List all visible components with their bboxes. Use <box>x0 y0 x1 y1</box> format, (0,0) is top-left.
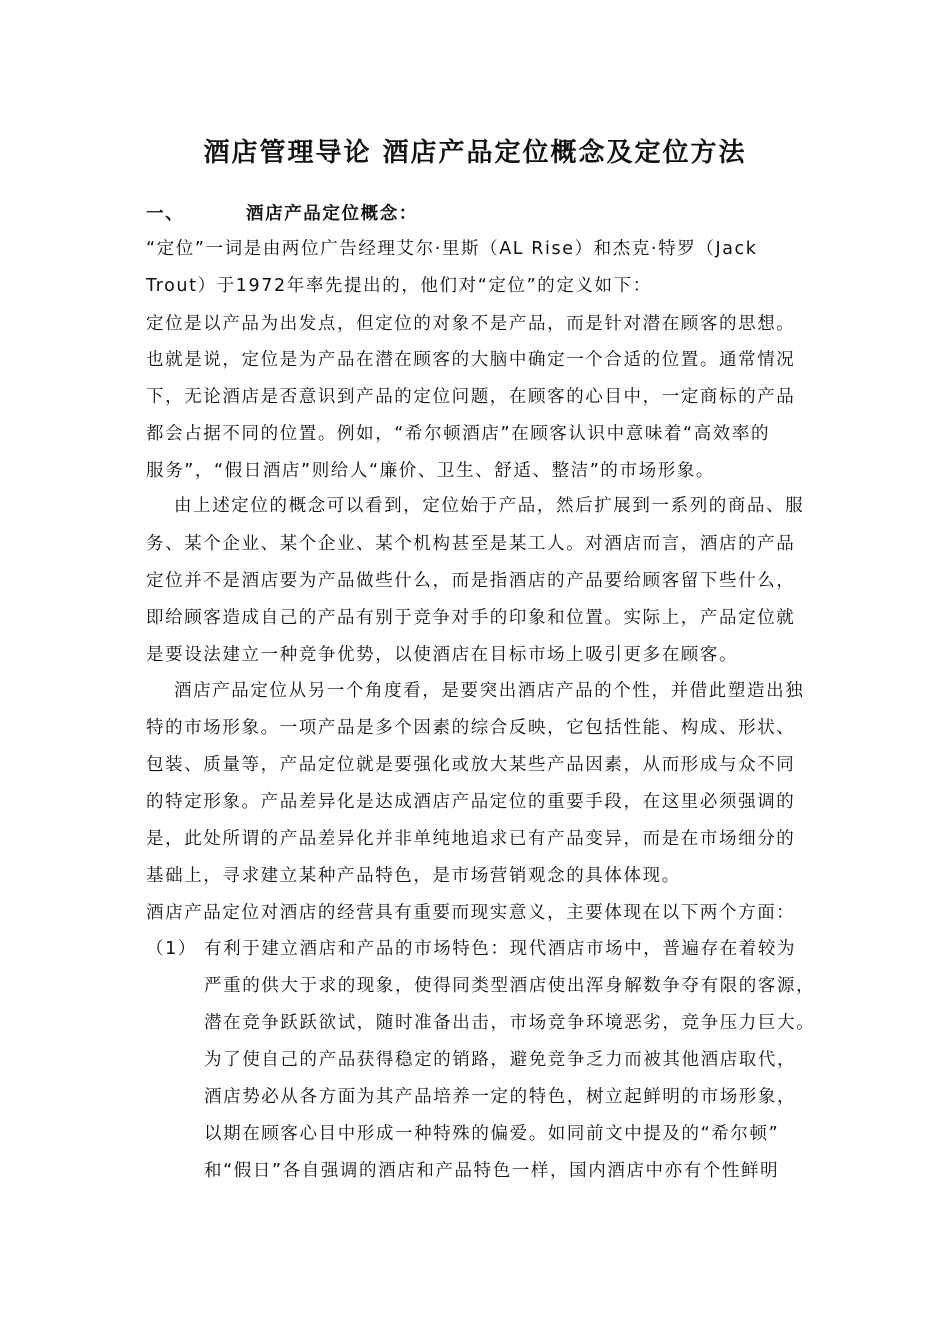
list-marker: （1） <box>146 939 197 959</box>
list-item-line: 以期在顾客心目中形成一种特殊的偏爱。如同前文中提及的“希尔顿” <box>204 1124 780 1144</box>
paragraph-line: 也就是说，定位是为产品在潜在顾客的大脑中确定一个合适的位置。通常情况 <box>146 350 796 370</box>
paragraph-line: 的特定形象。产品差异化是达成酒店产品定位的重要手段，在这里必须强调的 <box>146 792 796 812</box>
paragraph-line: 都会占据不同的位置。例如，“希尔顿酒店”在顾客认识中意味着“高效率的 <box>146 424 771 444</box>
paragraph-line: 基础上，寻求建立某种产品特色，是市场营销观念的具体体现。 <box>146 866 681 886</box>
section-heading-text: 酒店产品定位概念： <box>246 204 418 224</box>
list-item-line: 有利于建立酒店和产品的市场特色：现代酒店市场中，普遍存在着较为 <box>204 939 797 959</box>
paragraph-line: 酒店产品定位从另一个角度看，是要突出酒店产品的个性，并借此塑造出独 <box>174 681 805 701</box>
paragraph-line: 下，无论酒店是否意识到产品的定位问题，在顾客的心目中，一定商标的产品 <box>146 387 796 407</box>
paragraph-line: 由上述定位的概念可以看到，定位始于产品，然后扩展到一系列的商品、服 <box>174 496 805 516</box>
document-title: 酒店管理导论 酒店产品定位概念及定位方法 <box>203 138 747 168</box>
paragraph-line: 包装、质量等，产品定位就是要强化或放大某些产品因素，从而形成与众不同 <box>146 755 796 775</box>
list-item-line: 潜在竞争跃跃欲试，随时准备出击，市场竞争环境恶劣，竞争压力巨大。 <box>204 1013 816 1033</box>
paragraph-line: 服务”，“假日酒店”则给人“廉价、卫生、舒适、整洁”的市场形象。 <box>146 461 716 481</box>
paragraph-line: 特的市场形象。一项产品是多个因素的综合反映，它包括性能、构成、形状、 <box>146 718 796 738</box>
paragraph-line: 是要设法建立一种竞争优势，以使酒店在目标市场上吸引更多在顾客。 <box>146 645 739 665</box>
paragraph-line: “定位”一词是由两位广告经理艾尔·里斯（AL Rise）和杰克·特罗（Jack <box>146 239 758 259</box>
list-item-line: 严重的供大于求的现象，使得同类型酒店使出浑身解数争夺有限的客源， <box>204 976 816 996</box>
paragraph-line: Trout）于1972年率先提出的，他们对“定位”的定义如下： <box>146 276 652 296</box>
section-heading <box>146 202 418 226</box>
paragraph-line: 即给顾客造成自己的产品有别于竞争对手的印象和位置。实际上，产品定位就 <box>146 608 796 628</box>
paragraph-line: 酒店产品定位对酒店的经营具有重要而现实意义，主要体现在以下两个方面： <box>146 903 796 923</box>
paragraph-line: 是，此处所谓的产品差异化并非单纯地追求已有产品变异，而是在市场细分的 <box>146 829 796 849</box>
list-item-line: 为了使自己的产品获得稳定的销路，避免竞争乏力而被其他酒店取代， <box>204 1050 797 1070</box>
section-number: 一、 <box>146 204 185 224</box>
list-item-line: 和“假日”各自强调的酒店和产品特色一样，国内酒店中亦有个性鲜明 <box>204 1161 780 1181</box>
list-item <box>146 937 796 961</box>
list-item-line: 酒店势必从各方面为其产品培养一定的特色，树立起鲜明的市场形象， <box>204 1087 797 1107</box>
paragraph-line: 定位并不是酒店要为产品做些什么，而是指酒店的产品要给顾客留下些什么， <box>146 571 796 591</box>
paragraph-line: 务、某个企业、某个企业、某个机构甚至是某工人。对酒店而言，酒店的产品 <box>146 534 796 554</box>
paragraph-line: 定位是以产品为出发点，但定位的对象不是产品，而是针对潜在顾客的思想。 <box>146 314 796 334</box>
